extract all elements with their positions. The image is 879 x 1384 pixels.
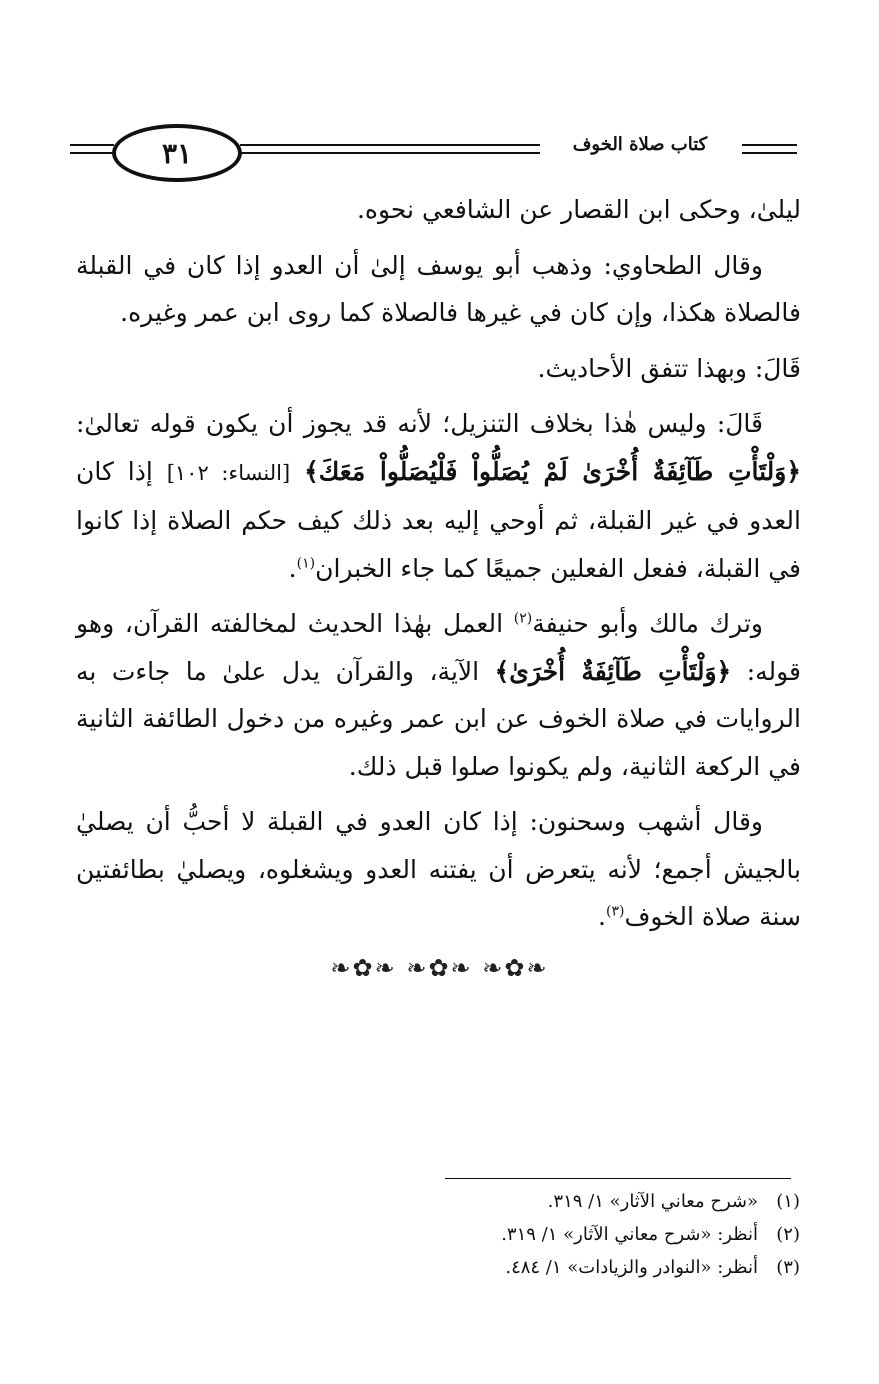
footnote-text: أنظر: «شرح معاني الآثار» ١/ ٣١٩. <box>501 1224 758 1245</box>
footnotes <box>300 1185 800 1284</box>
running-title: كتاب صلاة الخوف <box>540 134 740 155</box>
body-text <box>76 186 801 949</box>
footnote-separator <box>445 1178 791 1179</box>
footnote-number: (٣) <box>776 1257 800 1278</box>
paragraph-3: قَالَ: وبهذا تتفق الأحاديث. <box>537 353 801 383</box>
paragraph-4-text-b: إذا كان العدو في غير القبلة، ثم أوحي إليه بعد ذلك كيف حكم الصلاة إذا كانوا في القبلة، ففعل الفعلين جميعًا كما جاء الخبران <box>76 456 801 583</box>
page-number-oval <box>112 124 242 182</box>
paragraph-6-end: . <box>598 902 606 931</box>
footnote-number: (١) <box>776 1191 800 1212</box>
header-rule-middle-lower <box>240 152 540 154</box>
quran-verse-2: ﴿وَلْتَأْتِ طَآئِفَةٌ أُخْرَىٰ﴾ <box>494 656 732 686</box>
header-rule-right-lower <box>742 152 797 154</box>
ornament-divider-icon: ❧✿❧ ❧✿❧ ❧✿❧ <box>330 954 549 982</box>
paragraph-5-text-a: وترك مالك وأبو حنيفة <box>532 609 763 638</box>
paragraph-6 <box>76 798 801 941</box>
footnote-number: (٢) <box>776 1224 800 1245</box>
header-rule-right-upper <box>742 144 797 146</box>
paragraph-6-text-a: وقال أشهب وسحنون: إذا كان العدو في القبلة لا أحبُّ أن يصليٰ بالجيش أجمع؛ لأنه يتعرض أن يفتنه العدو ويشغلوه، ويصليٰ بطائفتين سنة صلاة الخوف <box>76 807 801 931</box>
footnote-marker-1[interactable]: (١) <box>296 555 316 572</box>
page-number: ٣١ <box>161 136 193 170</box>
footnote-2 <box>300 1218 800 1251</box>
surah-reference: [النساء: ١٠٢] <box>166 460 291 485</box>
paragraph-1: ليلىٰ، وحكى ابن القصار عن الشافعي نحوه. <box>356 195 801 224</box>
footnote-text: «شرح معاني الآثار» ١/ ٣١٩. <box>547 1191 758 1212</box>
paragraph-5 <box>76 600 801 790</box>
header-rule-left-outer <box>70 144 114 146</box>
running-header <box>70 122 797 192</box>
paragraph-2: وقال الطحاوي: وذهب أبو يوسف إلىٰ أن العدو إذا كان في القبلة فالصلاة هكذا، وإن كان في غيرها فالصلاة كما روى ابن عمر وغيره. <box>76 250 801 327</box>
footnote-3 <box>300 1251 800 1284</box>
footnote-marker-3[interactable]: (٣) <box>605 903 625 920</box>
footnote-1 <box>300 1185 800 1218</box>
footnote-text: أنظر: «النوادر والزيادات» ١/ ٤٨٤. <box>505 1257 758 1278</box>
paragraph-5-text-b: العمل بهٰذا الحديث لمخالفته القرآن، وهو قوله: <box>76 609 802 686</box>
paragraph-5-text-c: الآية، والقرآن يدل علىٰ ما جاءت به الروايات في صلاة الخوف عن ابن عمر وغيره من دخول الطائفة الثانية في الركعة الثانية، ولم يكونوا صلوا قبل ذلك. <box>76 656 801 781</box>
paragraph-4-end: . <box>288 553 297 583</box>
header-rule-left-inner <box>70 152 114 154</box>
paragraph-4-text-a: قَالَ: وليس هٰذا بخلاف التنزيل؛ لأنه قد يجوز أن يكون قوله تعالىٰ: <box>76 409 763 438</box>
quran-verse-1: ﴿وَلْتَأْتِ طَآئِفَةٌ أُخْرَىٰ لَمْ يُصَلُّواْ فَلْيُصَلُّواْ مَعَكَ﴾ <box>304 456 802 486</box>
footnote-marker-2[interactable]: (٢) <box>513 610 533 627</box>
header-rule-middle-upper <box>240 144 540 146</box>
paragraph-4 <box>76 400 801 592</box>
